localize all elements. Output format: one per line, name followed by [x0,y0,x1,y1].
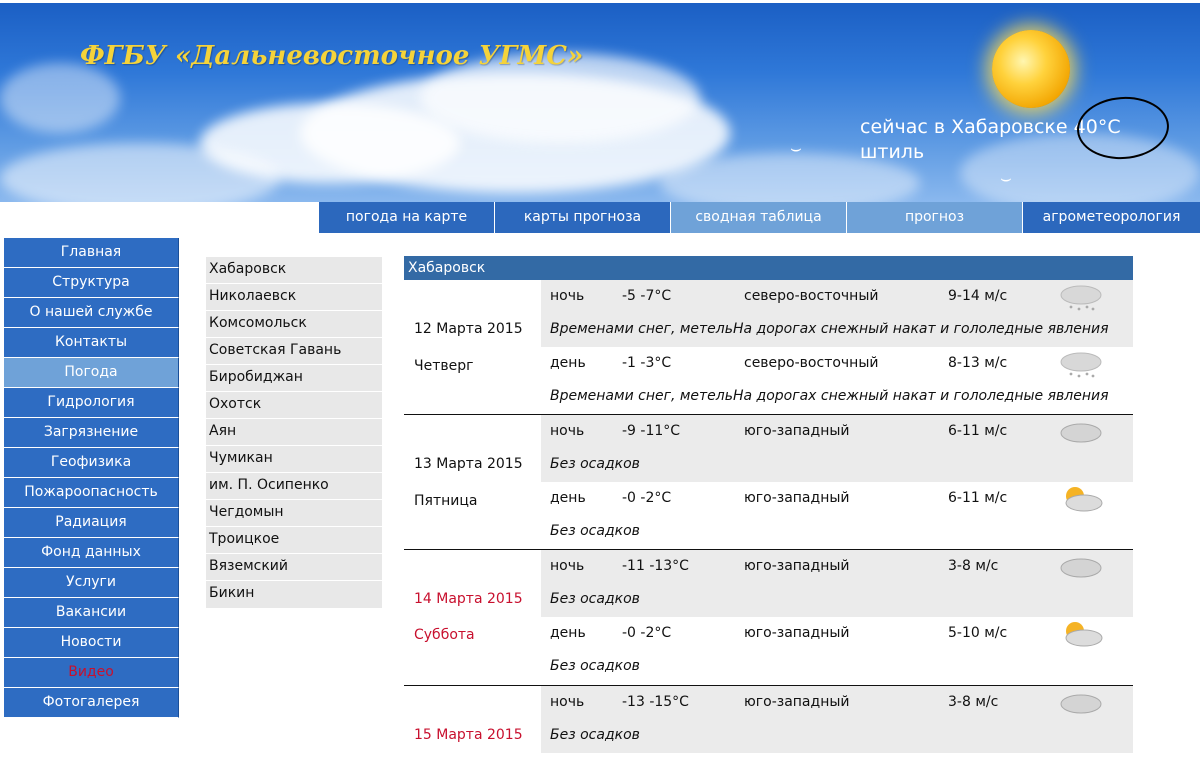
city-item[interactable]: им. П. Осипенко [206,473,382,500]
city-item[interactable]: Вяземский [206,554,382,581]
forecast-row-day [541,617,1133,650]
partly-cloudy-icon [1057,619,1105,649]
tab-forecast-maps[interactable]: карты прогноза [495,202,671,233]
nav-item-weather[interactable]: Погода [4,358,179,388]
city-item[interactable]: Хабаровск [206,257,382,284]
wind-direction: северо-восточный [744,288,879,304]
current-wind: штиль [860,141,925,163]
current-prefix: сейчас в Хабаровске [860,116,1068,138]
forecast-desc [541,650,1133,684]
nav-item-contacts[interactable]: Контакты [4,328,179,358]
temperature: -0 -2°C [622,490,672,506]
part-of-day: день [550,355,586,371]
part-of-day: ночь [550,694,585,710]
forecast-row-night [541,280,1133,313]
tab-summary-table[interactable]: сводная таблица [671,202,847,233]
city-item[interactable]: Комсомольск [206,311,382,338]
tab-agrometeorology[interactable]: агрометеорология [1023,202,1200,233]
nav-item-services[interactable]: Услуги [4,568,179,598]
desc-text: Без осадков [550,523,640,539]
temperature: -9 -11°C [622,423,681,439]
temperature: -0 -2°C [622,625,672,641]
forecast-day [404,415,1133,550]
desc-text: Без осадков [550,591,640,607]
city-item[interactable]: Аян [206,419,382,446]
wind-direction: юго-западный [744,694,850,710]
cloudy-icon [1057,688,1105,718]
city-item[interactable]: Бикин [209,585,255,601]
wind-speed: 6-11 м/с [948,423,1008,439]
nav-item-structure[interactable]: Структура [4,268,179,298]
nav-item-geophysics[interactable]: Геофизика [4,448,179,478]
nav-item-news[interactable]: Новости [4,628,179,658]
cloudy-icon [1057,552,1105,582]
forecast-desc [541,313,1133,347]
wind-direction: юго-западный [744,625,850,641]
nav-item-vacancies[interactable]: Вакансии [4,598,179,628]
forecast-city-header: Хабаровск [404,256,1133,280]
desc-text: Временами снег, метельНа дорогах снежный накат и гололедные явления [550,388,1109,404]
part-of-day: ночь [550,558,585,574]
city-item[interactable]: Чегдомын [206,500,382,527]
wind-direction: юго-западный [744,558,850,574]
city-item[interactable]: Охотск [206,392,382,419]
day-weekday: Четверг [414,358,474,374]
partly-cloudy-icon [1057,484,1105,514]
forecast-row-day [541,482,1133,515]
wind-speed: 3-8 м/с [948,558,999,574]
forecast-table [404,256,1133,776]
day-date: 14 Марта 2015 [414,591,523,607]
forecast-desc [541,719,1133,753]
wind-speed: 3-8 м/с [948,694,999,710]
day-date: 15 Марта 2015 [414,727,523,743]
sun-icon [992,30,1070,108]
nav-item-hydrology[interactable]: Гидрология [4,388,179,418]
forecast-row-night [541,550,1133,583]
forecast-desc [541,380,1133,414]
header-banner [0,3,1200,202]
forecast-row-night [541,415,1133,448]
forecast-row-night [541,686,1133,719]
city-item[interactable]: Троицкое [206,527,382,554]
wind-direction: юго-западный [744,490,850,506]
temperature: -11 -13°C [622,558,689,574]
nav-item-about[interactable]: О нашей службе [4,298,179,328]
desc-text: Без осадков [550,658,640,674]
wind-speed: 5-10 м/с [948,625,1008,641]
left-nav [4,238,179,718]
temperature: -13 -15°C [622,694,689,710]
nav-item-fire-danger[interactable]: Пожароопасность [4,478,179,508]
forecast-day [404,550,1133,686]
nav-item-photogallery[interactable]: Фотогалерея [4,688,179,718]
city-item[interactable]: Биробиджан [206,365,382,392]
city-item[interactable]: Николаевск [206,284,382,311]
nav-item-pollution[interactable]: Загрязнение [4,418,179,448]
city-item[interactable]: Чумикан [206,446,382,473]
part-of-day: ночь [550,423,585,439]
day-weekday: Суббота [414,627,475,643]
nav-item-main[interactable]: Главная [4,238,179,268]
site-title[interactable]: ФГБУ «Дальневосточное УГМС» [80,41,584,71]
current-temp: 40°C [1073,116,1121,138]
forecast-row-day [541,347,1133,380]
forecast-day [404,686,1133,776]
wind-speed: 8-13 м/с [948,355,1008,371]
snow-cloud-icon [1057,282,1105,312]
wind-speed: 9-14 м/с [948,288,1008,304]
wind-direction: северо-восточный [744,355,879,371]
city-item[interactable]: Советская Гавань [206,338,382,365]
desc-text: Временами снег, метельНа дорогах снежный накат и гололедные явления [550,321,1109,337]
wind-speed: 6-11 м/с [948,490,1008,506]
day-date: 12 Марта 2015 [414,321,523,337]
tab-weather-map[interactable]: погода на карте [319,202,495,233]
day-date: 13 Марта 2015 [414,456,523,472]
snow-cloud-icon [1057,349,1105,379]
top-nav [319,202,1200,233]
desc-text: Без осадков [550,456,640,472]
forecast-desc [541,583,1133,617]
part-of-day: ночь [550,288,585,304]
desc-text: Без осадков [550,727,640,743]
forecast-day [404,280,1133,415]
wind-direction: юго-западный [744,423,850,439]
nav-item-video[interactable]: Видео [4,658,179,688]
temperature: -5 -7°C [622,288,672,304]
part-of-day: день [550,625,586,641]
bird-icon: ⌣ [1000,168,1012,189]
tab-forecast[interactable]: прогноз [847,202,1023,233]
nav-item-data-fund[interactable]: Фонд данных [4,538,179,568]
bird-icon: ⌣ [790,138,802,159]
nav-item-radiation[interactable]: Радиация [4,508,179,538]
city-list [206,257,382,608]
temperature: -1 -3°C [622,355,672,371]
part-of-day: день [550,490,586,506]
forecast-desc [541,515,1133,549]
cloudy-icon [1057,417,1105,447]
day-weekday: Пятница [414,493,478,509]
forecast-desc [541,448,1133,482]
